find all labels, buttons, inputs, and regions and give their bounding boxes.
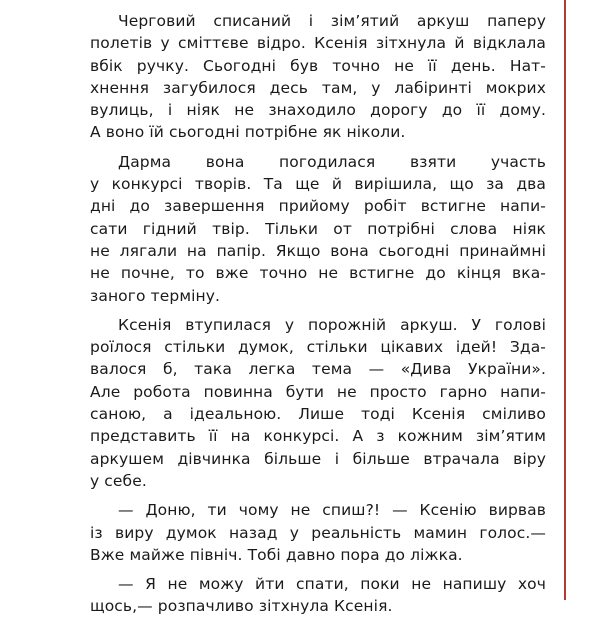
text-line: хнення загубилося десь там, у лабіринті мокрих [90,78,546,97]
page-edge-border [564,0,566,600]
paragraph-1 [90,10,546,144]
text-line: аркушем дівчинка більше і більше втрачала віру [90,449,546,468]
text-line: Вже майже північ. Тобі давно пора до ліжка. [90,545,463,564]
text-line: представить її на конкурсі. А з кожним зім’ятим [90,427,546,446]
text-line: Черговий списаний і зім’ятий аркуш паперу [118,12,546,30]
text-line: заного терміну. [90,286,221,305]
text-line: не почне, то вже точно не встигне до кінця вка- [90,264,546,283]
text-line: із виру думок назад у реальність мамин голос.— [90,523,546,542]
text-line: Але робота повинна бути не просто гарно напи- [90,382,546,401]
text-line: щось,— розпачливо зітхнула Ксенія. [90,597,393,616]
text-line: сати гідний твір. Тільки от потрібні слова ніяк [90,219,546,238]
text-line: валося б, така легка тема — «Дива України». [90,360,546,379]
text-line: Дарма вона погодилася взяти участь [118,152,546,171]
paragraph-4 [90,499,546,566]
paragraph-3 [90,314,546,492]
paragraph-5 [90,573,546,618]
text-line: — Доню, ти чому не спиш?! — Ксенію вирвав [118,501,546,520]
text-line: саною, а ідеальною. Лише тоді Ксенія сміливо [90,405,546,424]
story-text [90,10,546,618]
text-line: у себе. [90,471,147,490]
paragraph-2 [90,151,546,307]
text-line: не лягали на папір. Якщо вона сьогодні принаймні [90,241,546,260]
text-line: вбік ручку. Сьогодні був точно не її день. Нат- [90,56,546,75]
text-line: полетів у сміттєве відро. Ксенія зітхнула й відклала [90,34,546,53]
text-line: роїлося стільки думок, стільки цікавих ідей! Зда- [90,338,546,357]
text-line: дні до завершення прийому робіт встигне напи- [90,197,546,216]
text-line: — Я не можу йти спати, поки не напишу хоч [118,575,546,594]
text-line: у конкурсі творів. Та ще й вирішила, що за два [90,175,546,194]
text-line: Ксенія втупилася у порожній аркуш. У голові [118,315,546,334]
text-line: А воно їй сьогодні потрібне як ніколи. [90,123,406,142]
text-line: вулиць, і ніяк не знаходило дорогу до її дому. [90,101,546,120]
